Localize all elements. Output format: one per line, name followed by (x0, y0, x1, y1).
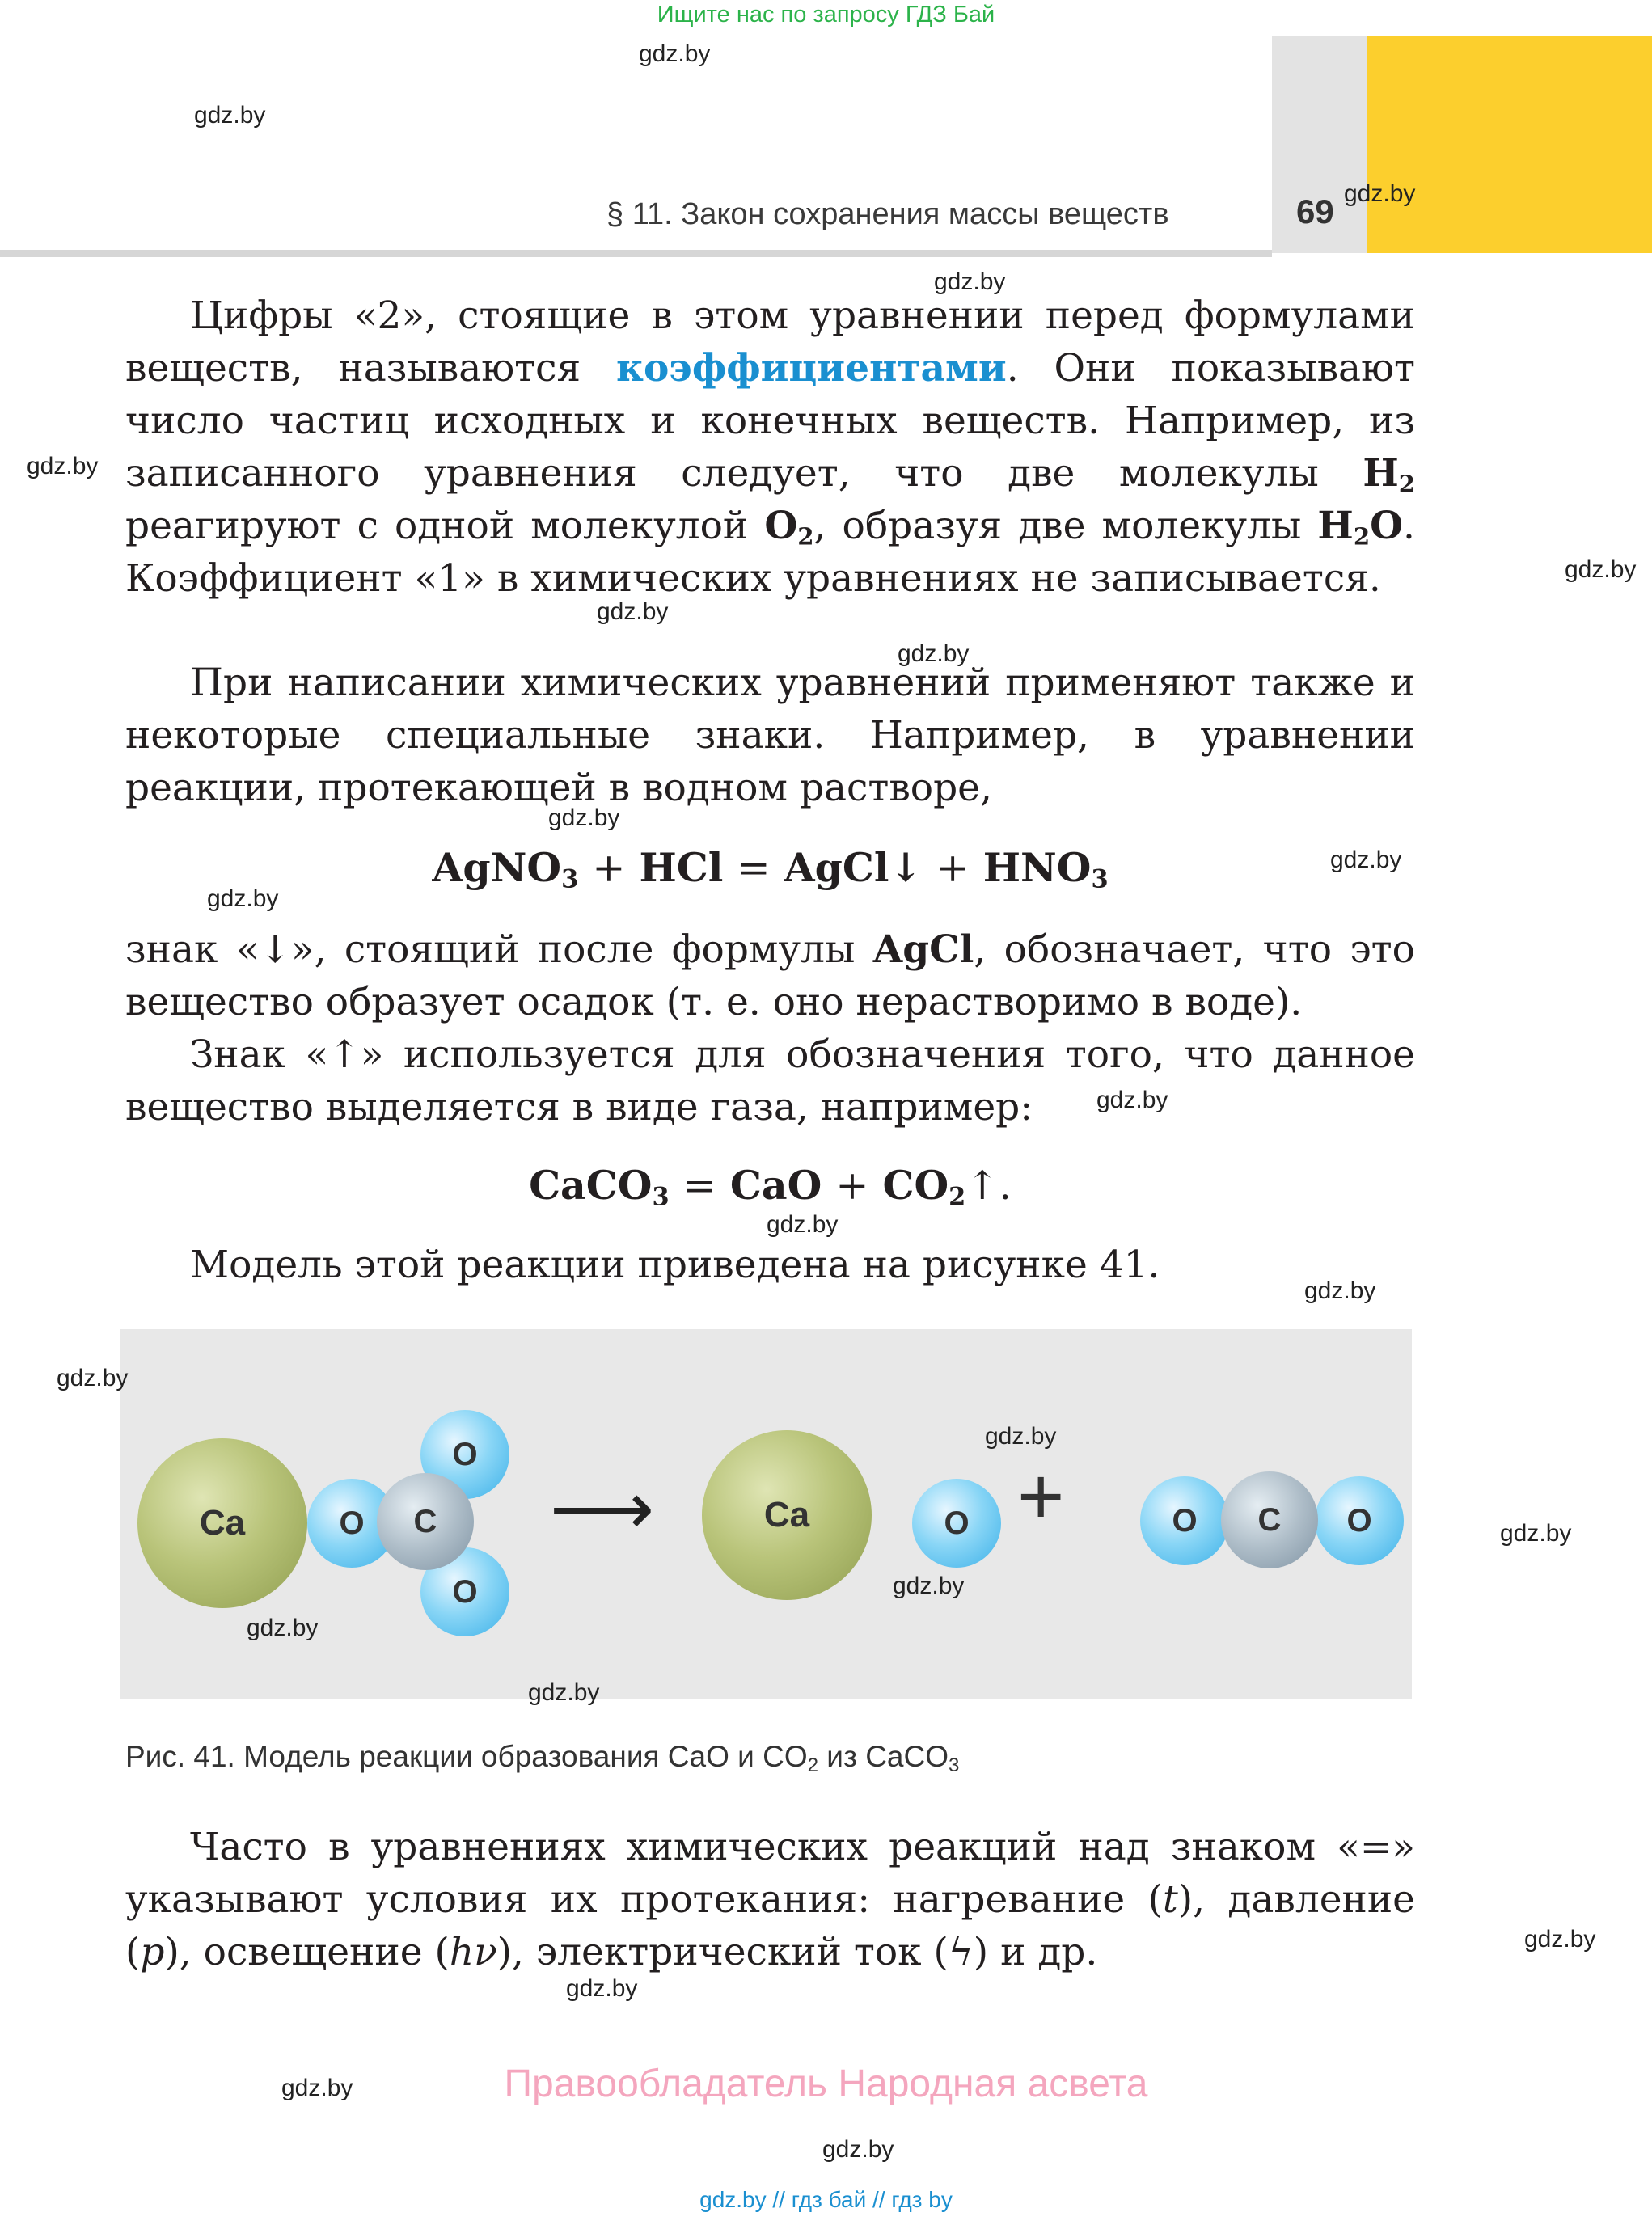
carbon-atom: C (377, 1473, 474, 1570)
watermark: gdz.by (548, 804, 620, 831)
header-yellow-block (1367, 36, 1652, 253)
watermark: gdz.by (27, 453, 99, 479)
watermark: gdz.by (1524, 1926, 1596, 1953)
paragraph-model-reference: Модель этой реакции приведена на рисунке 41. (190, 1243, 1160, 1287)
equation-agno3-hcl: AgNO$_3$ + HCl = AgCl↓ + $HNO_3$ (432, 844, 1109, 894)
reaction-model-figure (120, 1329, 1412, 1699)
watermark: gdz.by (639, 40, 711, 67)
watermark: gdz.by (597, 598, 669, 625)
equation-caco3: CaCO$_3$ = CaO + $CO_2↑$. (529, 1162, 1012, 1212)
watermark: gdz.by (1344, 180, 1416, 207)
watermark: gdz.by (281, 2075, 353, 2101)
paragraph-special-signs: При написании химических уравнений применяют также и некоторые специальные знаки. Например, в уравнении реакции, протекающей в водном растворе, (125, 661, 1415, 810)
paragraph-conditions: Часто в уравнениях химических реакций над знаком «=» указывают условия их протекания: нагревание (t), давление (p), освещение (hν), электрический ток (ϟ) и др. (125, 1825, 1415, 1974)
carbon-atom: C (1221, 1471, 1318, 1568)
calcium-atom: Ca (702, 1430, 872, 1600)
watermark: gdz.by (247, 1615, 319, 1641)
paragraph-gas: Знак «↑» используется для обозначения того, что данное вещество выделяется в виде газа, например: (125, 1032, 1415, 1129)
reaction-arrow-icon: ⟶ (550, 1469, 655, 1550)
watermark: gdz.by (194, 102, 266, 129)
oxygen-atom: O (1140, 1476, 1229, 1565)
calcium-atom: Ca (137, 1438, 307, 1608)
figure-caption: Рис. 41. Модель реакции образования CaO и $CO_2$ из CaCO$_3$ (125, 1740, 960, 1776)
oxygen-atom: O (420, 1547, 509, 1636)
lightning-icon: ϟ (948, 1930, 974, 1974)
paragraph-precipitate: знак «↓», стоящий после формулы AgCl, обозначает, что это вещество образует осадок (т. е. оно нерастворимо в воде). (125, 927, 1415, 1024)
watermark: gdz.by (985, 1423, 1057, 1450)
watermark: gdz.by (207, 885, 279, 912)
watermark: gdz.by (1330, 847, 1402, 873)
watermark: gdz.by (1304, 1277, 1376, 1304)
watermark: gdz.by (528, 1679, 600, 1706)
watermark: gdz.by (893, 1573, 965, 1599)
watermark: gdz.by (934, 268, 1006, 295)
watermark: gdz.by (767, 1211, 839, 1238)
oxygen-atom: O (1315, 1476, 1404, 1565)
oxygen-atom: O (420, 1410, 509, 1499)
running-title: § 11. Закон сохранения массы веществ (606, 197, 1169, 231)
footer-links[interactable]: gdz.by // гдз бай // гдз by (699, 2187, 953, 2212)
watermark: gdz.by (1096, 1087, 1168, 1113)
watermark: gdz.by (1565, 556, 1637, 583)
plus-icon: + (1017, 1451, 1065, 1542)
top-banner[interactable]: Ищите нас по запросу ГДЗ Бай (657, 2, 995, 27)
watermark: gdz.by (898, 640, 970, 667)
page-number: 69 (1296, 192, 1334, 230)
copyright-notice: Правообладатель Народная асвета (504, 2062, 1148, 2105)
oxygen-atom: O (307, 1479, 396, 1568)
paragraph-coefficients: Цифры «2», стоящие в этом уравнении перед формулами веществ, называются коэффициентами. Они показывают число частиц исходных и конечных веществ. Например, из записанного уравнения следует, что две молекулы $H_2$ реагируют с одной молекулой $O_2$, образуя две молекулы $H_2O$. Коэффициент «1» в химических уравнениях не записывается. (125, 293, 1416, 601)
watermark: gdz.by (57, 1365, 129, 1391)
term-coefficients: коэффициентами (616, 346, 1007, 391)
watermark: gdz.by (822, 2136, 894, 2163)
header-rule (0, 250, 1272, 257)
watermark: gdz.by (566, 1975, 638, 2002)
oxygen-atom: O (912, 1479, 1001, 1568)
watermark: gdz.by (1500, 1520, 1572, 1547)
